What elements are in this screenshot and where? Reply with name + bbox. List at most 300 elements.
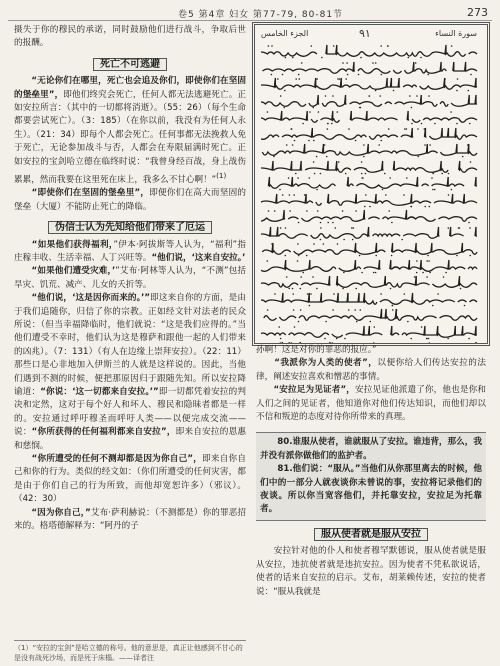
- script-stroke: [261, 210, 477, 221]
- verse-quote: “你所获得的任何福利都来自安拉”，: [31, 427, 176, 438]
- diacritic-dot: [313, 243, 315, 245]
- diacritic-dot: [375, 90, 377, 92]
- diacritic-dot: [327, 128, 329, 130]
- arabic-script-line: [261, 93, 479, 110]
- arabic-script-line: [261, 126, 479, 143]
- diacritic-dot: [467, 144, 469, 146]
- diacritic-dot: [311, 45, 313, 47]
- arabic-script-line: [261, 324, 479, 341]
- diacritic-dot: [286, 276, 288, 278]
- diacritic-dot: [343, 238, 345, 240]
- diacritic-dot: [468, 90, 470, 92]
- diacritic-dot: [288, 288, 290, 290]
- diacritic-dot: [351, 227, 353, 229]
- diacritic-dot: [437, 293, 439, 295]
- diacritic-dot: [292, 144, 294, 146]
- diacritic-dot: [389, 177, 391, 179]
- diacritic-dot: [268, 45, 270, 47]
- diacritic-dot: [289, 194, 291, 196]
- diacritic-dot: [335, 227, 337, 229]
- diacritic-dot: [443, 276, 445, 278]
- diacritic-dot: [365, 172, 367, 174]
- diacritic-dot: [309, 304, 311, 306]
- diacritic-dot: [320, 172, 322, 174]
- script-stroke: [268, 177, 477, 188]
- diacritic-dot: [468, 222, 470, 224]
- verse-quote: “即使你们在坚固的堡垒里”，: [31, 188, 150, 199]
- verse-quote: “他们说，‘这是因你而来的。’”: [31, 293, 150, 304]
- diacritic-dot: [327, 222, 329, 224]
- diacritic-dot: [298, 255, 300, 257]
- diacritic-dot: [388, 128, 390, 130]
- diacritic-dot: [392, 309, 394, 311]
- diacritic-dot: [361, 271, 363, 273]
- diacritic-dot: [369, 205, 371, 207]
- diacritic-dot: [459, 227, 461, 229]
- diacritic-dot: [353, 227, 355, 229]
- diacritic-dot: [292, 57, 294, 59]
- footnote-mark: (1): [216, 171, 227, 181]
- diacritic-dot: [302, 271, 304, 273]
- diacritic-dot: [321, 57, 323, 59]
- section-title: [14, 220, 246, 235]
- diacritic-dot: [426, 337, 428, 339]
- diacritic-dot: [288, 177, 290, 179]
- script-stroke: [263, 62, 477, 73]
- diacritic-dot: [285, 57, 287, 59]
- arabic-script-line: [261, 76, 479, 93]
- diacritic-dot: [404, 293, 406, 295]
- diacritic-dot: [294, 326, 296, 328]
- section-title: [256, 527, 486, 542]
- verse-80: 80.谁服从使者，谁就服从了安拉。谁违背，那么，我并没有派你做他们的监护者。: [260, 437, 482, 461]
- diacritic-dot: [468, 337, 470, 339]
- diacritic-dot: [392, 304, 394, 306]
- diacritic-dot: [365, 194, 367, 196]
- diacritic-dot: [416, 260, 418, 262]
- diacritic-dot: [312, 276, 314, 278]
- diacritic-dot: [308, 139, 310, 141]
- diacritic-dot: [320, 238, 322, 240]
- diacritic-dot: [363, 144, 365, 146]
- diacritic-dot: [290, 128, 292, 130]
- diacritic-dot: [429, 271, 431, 273]
- diacritic-dot: [271, 243, 273, 245]
- diacritic-dot: [359, 106, 361, 108]
- diacritic-dot: [417, 128, 419, 130]
- diacritic-dot: [444, 78, 446, 80]
- diacritic-dot: [388, 210, 390, 212]
- diacritic-dot: [344, 337, 346, 339]
- script-stroke: [262, 144, 477, 155]
- diacritic-dot: [411, 106, 413, 108]
- diacritic-dot: [462, 156, 464, 158]
- verse-quote: “我派你为人类的使者”，: [274, 358, 378, 369]
- diacritic-dot: [278, 326, 280, 328]
- diacritic-dot: [280, 227, 282, 229]
- diacritic-dot: [274, 293, 276, 295]
- diacritic-dot: [282, 194, 284, 196]
- diacritic-dot: [294, 139, 296, 141]
- diacritic-dot: [300, 309, 302, 311]
- commentary-text: 即一切都凭着安拉的判决和定然，这对于每个好人和坏人、穆民和隐昧者都是一样的。安拉通过呼吁穆圣而呼吁人类——以便完成交流——说：: [14, 387, 246, 438]
- diacritic-dot: [422, 271, 424, 273]
- diacritic-dot: [300, 288, 302, 290]
- diacritic-dot: [313, 139, 315, 141]
- diacritic-dot: [403, 194, 405, 196]
- diacritic-dot: [428, 337, 430, 339]
- diacritic-dot: [396, 309, 398, 311]
- commentary-text: 安拉见证他派遣了你，他也是你和人们之间的见证者，他知道你对他们传达知识，而他们却以不信和叛逆的态度对待你所带来的真理。: [256, 385, 486, 423]
- diacritic-dot: [280, 95, 282, 97]
- diacritic-dot: [331, 123, 333, 125]
- diacritic-dot: [356, 321, 358, 323]
- diacritic-dot: [326, 156, 328, 158]
- diacritic-dot: [279, 189, 281, 191]
- diacritic-dot: [445, 271, 447, 273]
- paragraph: [256, 384, 486, 424]
- diacritic-dot: [316, 156, 318, 158]
- paragraph: [14, 265, 246, 292]
- diacritic-dot: [410, 337, 412, 339]
- commentary-text: 即他们终究会死亡，任何人都无法逃避死亡。正如安拉所言：（其中的一切都将消逝）。（55：26）（每个生命都要尝试死亡）。（3：185）（在你以前，我没有为任何人永生）。（21：34）即每个人都会死亡。任何事都无法挽救人免于死亡，无论参加战斗与否，人都会在寿限届满时死亡。正如安拉的宝剑哈立德在临终时说：“我曾身经百战，身上战伤累累，然而我要在这里死在床上，我多么不甘心啊！”: [14, 89, 246, 185]
- commentary-text: ”伊本·阿拔斯等人认为，“福利”指庄稼丰收、生活幸福、人丁兴旺等。: [14, 239, 246, 263]
- diacritic-dot: [421, 123, 423, 125]
- section-title: [14, 57, 246, 72]
- commentary-text: 即来自你自己和你的行为。类似的经文如：（你们所遭受的任何灾害，都是由于你们自己的行为所致，而他却宽恕许多）（邪议）。（42：30）: [14, 454, 246, 505]
- diacritic-dot: [416, 271, 418, 273]
- diacritic-dot: [293, 309, 295, 311]
- diacritic-dot: [380, 293, 382, 295]
- diacritic-dot: [361, 177, 363, 179]
- diacritic-dot: [274, 210, 276, 212]
- diacritic-dot: [391, 222, 393, 224]
- diacritic-dot: [347, 293, 349, 295]
- arabic-script-line: [261, 241, 479, 258]
- diacritic-dot: [346, 62, 348, 64]
- diacritic-dot: [401, 238, 403, 240]
- diacritic-dot: [420, 57, 422, 59]
- paragraph: [14, 187, 246, 214]
- diacritic-dot: [375, 271, 377, 273]
- paragraph: [14, 239, 246, 266]
- diacritic-dot: [280, 337, 282, 339]
- section-title-text: 服从使者就是服从安拉: [314, 528, 428, 541]
- diacritic-dot: [285, 255, 287, 257]
- diacritic-dot: [336, 337, 338, 339]
- diacritic-dot: [426, 260, 428, 262]
- diacritic-dot: [381, 73, 383, 75]
- diacritic-dot: [451, 189, 453, 191]
- diacritic-dot: [406, 128, 408, 130]
- paragraph: 摄失于你的穆民的承诺，同时鼓励他们进行战斗，争取后世的报酬。: [14, 25, 246, 49]
- diacritic-dot: [470, 161, 472, 163]
- diacritic-dot: [298, 321, 300, 323]
- diacritic-dot: [448, 172, 450, 174]
- diacritic-dot: [378, 144, 380, 146]
- diacritic-dot: [391, 255, 393, 257]
- diacritic-dot: [460, 288, 462, 290]
- arabic-script-line: [261, 307, 479, 324]
- diacritic-dot: [284, 90, 286, 92]
- paragraph: 孙啊！这是对你的罪恶的报应。”: [256, 345, 377, 355]
- arabic-script-line: [261, 208, 479, 225]
- page-header: [8, 6, 492, 21]
- diacritic-dot: [354, 309, 356, 311]
- commentary-text: 即便你们在高大而坚固的堡垒（大厦）不能防止死亡的降临。: [14, 188, 246, 212]
- diacritic-dot: [429, 144, 431, 146]
- verse-quote: “无论你们在哪里，死亡也会追及你们，即使你们在坚固的堡垒里”，: [14, 76, 246, 100]
- diacritic-dot: [469, 255, 471, 257]
- diacritic-dot: [337, 111, 339, 113]
- arabic-script-line: [261, 274, 479, 291]
- diacritic-dot: [370, 321, 372, 323]
- section-title-text: 伪信士认为先知给他们带来了厄运: [48, 221, 212, 234]
- diacritic-dot: [298, 222, 300, 224]
- diacritic-dot: [415, 62, 417, 64]
- diacritic-dot: [385, 194, 387, 196]
- diacritic-dot: [380, 45, 382, 47]
- diacritic-dot: [271, 45, 273, 47]
- diacritic-dot: [342, 288, 344, 290]
- diacritic-dot: [434, 123, 436, 125]
- script-stroke: [261, 227, 477, 238]
- diacritic-dot: [355, 210, 357, 212]
- diacritic-dot: [339, 78, 341, 80]
- diacritic-dot: [387, 45, 389, 47]
- diacritic-dot: [337, 78, 339, 80]
- diacritic-dot: [297, 260, 299, 262]
- diacritic-dot: [414, 276, 416, 278]
- diacritic-dot: [390, 288, 392, 290]
- paragraph: [14, 292, 246, 453]
- paragraph: [14, 507, 246, 534]
- diacritic-dot: [380, 139, 382, 141]
- diacritic-dot: [316, 78, 318, 80]
- diacritic-dot: [374, 326, 376, 328]
- diacritic-dot: [411, 123, 413, 125]
- diacritic-dot: [469, 123, 471, 125]
- diacritic-dot: [295, 172, 297, 174]
- diacritic-dot: [302, 123, 304, 125]
- diacritic-dot: [456, 123, 458, 125]
- diacritic-dot: [293, 194, 295, 196]
- diacritic-dot: [432, 172, 434, 174]
- diacritic-dot: [421, 326, 423, 328]
- diacritic-dot: [306, 210, 308, 212]
- diacritic-dot: [277, 78, 279, 80]
- diacritic-dot: [345, 78, 347, 80]
- script-stroke: [261, 194, 477, 205]
- diacritic-dot: [407, 321, 409, 323]
- surah-label: سورة النساء: [435, 29, 477, 38]
- script-stroke: [261, 276, 477, 287]
- verse-quote: “你所遭受的任何不测却都是因为你自己”，: [31, 454, 203, 465]
- script-stroke: [261, 128, 477, 139]
- footnote: （1）“安拉的宝剑”是哈立德的称号。他的意思是，真正让他感到不甘心的是没有战死沙场，而是死于床榻。——译者注: [14, 640, 246, 663]
- diacritic-dot: [332, 222, 334, 224]
- diacritic-dot: [267, 260, 269, 262]
- diacritic-dot: [320, 222, 322, 224]
- diacritic-dot: [457, 78, 459, 80]
- quran-header: [259, 27, 479, 41]
- diacritic-dot: [448, 194, 450, 196]
- diacritic-dot: [352, 238, 354, 240]
- diacritic-dot: [298, 73, 300, 75]
- diacritic-dot: [332, 309, 334, 311]
- diacritic-dot: [359, 255, 361, 257]
- verse-translation: [260, 436, 482, 463]
- arabic-script-line: [261, 159, 479, 176]
- diacritic-dot: [382, 189, 384, 191]
- diacritic-dot: [342, 62, 344, 64]
- arabic-script-line: [261, 175, 479, 192]
- diacritic-dot: [450, 111, 452, 113]
- diacritic-dot: [338, 161, 340, 163]
- diacritic-dot: [348, 128, 350, 130]
- verse-81: 81.他们说：“服从。”当他们从你那里离去的时候，他们中的一部分人就夜谈你未曾说的事，安拉将记录他们的夜谈。所以你当宽容他们，并托靠安拉，安拉足为托靠者。: [260, 464, 482, 515]
- paragraph: [14, 453, 246, 507]
- diacritic-dot: [300, 276, 302, 278]
- diacritic-dot: [369, 95, 371, 97]
- paragraph: [256, 357, 486, 384]
- arabic-script-line: [261, 225, 479, 242]
- diacritic-dot: [434, 189, 436, 191]
- verse-quote: “你说：‘这一切都来自安拉。’”: [40, 387, 159, 398]
- diacritic-dot: [299, 78, 301, 80]
- script-stroke: [261, 260, 477, 271]
- diacritic-dot: [441, 172, 443, 174]
- commentary-text: 即来自安拉的恩惠和慈悯。: [14, 427, 246, 451]
- arabic-script-line: [261, 43, 479, 60]
- commentary-text: 艾布·萨利赫说：（不测都是）你的罪恶招来的。格塔德解释为：“阿丹的子: [14, 507, 246, 532]
- arabic-script-line: [261, 291, 479, 308]
- verse-quote: “如果他们遭受灾难，’: [31, 266, 116, 277]
- diacritic-dot: [323, 243, 325, 245]
- diacritic-dot: [432, 304, 434, 306]
- diacritic-dot: [409, 95, 411, 97]
- diacritic-dot: [406, 177, 408, 179]
- diacritic-dot: [310, 293, 312, 295]
- verse-quote: “他们说，‘这来自安拉。’: [151, 252, 246, 263]
- diacritic-dot: [416, 95, 418, 97]
- diacritic-dot: [297, 177, 299, 179]
- running-header: 卷5 第4章 妇女 第77-79, 80-81节: [178, 10, 344, 20]
- diacritic-dot: [364, 205, 366, 207]
- diacritic-dot: [456, 255, 458, 257]
- diacritic-dot: [343, 271, 345, 273]
- diacritic-dot: [361, 172, 363, 174]
- diacritic-dot: [393, 90, 395, 92]
- script-stroke: [261, 111, 477, 122]
- diacritic-dot: [429, 205, 431, 207]
- diacritic-dot: [292, 293, 294, 295]
- diacritic-dot: [316, 189, 318, 191]
- diacritic-dot: [417, 156, 419, 158]
- diacritic-dot: [306, 255, 308, 257]
- diacritic-dot: [283, 106, 285, 108]
- diacritic-dot: [267, 111, 269, 113]
- diacritic-dot: [408, 57, 410, 59]
- diacritic-dot: [375, 62, 377, 64]
- script-stroke: [262, 243, 477, 254]
- verse-translation: [260, 463, 482, 517]
- arabic-script-line: [261, 109, 479, 126]
- verse-quote: “安拉足为见证者”，: [273, 385, 356, 396]
- diacritic-dot: [324, 144, 326, 146]
- diacritic-dot: [358, 73, 360, 75]
- diacritic-dot: [337, 243, 339, 245]
- commentary-text: ”艾布·阿林等人认为，“不测”包括旱灾、饥荒、减产、儿女的夭折等。: [14, 266, 246, 290]
- paragraph: [256, 545, 486, 599]
- diacritic-dot: [327, 123, 329, 125]
- quran-text-box: [252, 22, 490, 346]
- diacritic-dot: [317, 210, 319, 212]
- diacritic-dot: [325, 321, 327, 323]
- arabic-script-line: [261, 258, 479, 275]
- diacritic-dot: [320, 227, 322, 229]
- diacritic-dot: [309, 177, 311, 179]
- diacritic-dot: [347, 73, 349, 75]
- diacritic-dot: [410, 205, 412, 207]
- diacritic-dot: [342, 210, 344, 212]
- juz-label: الجزء الخامس: [261, 29, 309, 38]
- right-column: [256, 344, 486, 644]
- diacritic-dot: [372, 62, 374, 64]
- diacritic-dot: [333, 45, 335, 47]
- diacritic-dot: [447, 337, 449, 339]
- diacritic-dot: [363, 156, 365, 158]
- diacritic-dot: [314, 172, 316, 174]
- diacritic-dot: [316, 288, 318, 290]
- diacritic-dot: [448, 227, 450, 229]
- arabic-script-lines: [261, 43, 479, 346]
- diacritic-dot: [404, 128, 406, 130]
- script-stroke: [261, 326, 477, 337]
- section-title-text: 死亡不可逃避: [93, 58, 167, 71]
- diacritic-dot: [325, 95, 327, 97]
- left-column: [14, 24, 246, 639]
- commentary-text: 即这来自你的方面，是由于我们追随你，归信了你的宗教。正如经文针对法老的民众所说：（但当幸福降临时，他们就说：“这是我们应得的。”当他们遭受不幸时，他们认为这是穆萨和跟他一起的人们带来的凶兆）。（7：131）（有人在边缘上崇拜安拉）。（22：11）那些口是心非地加入伊斯兰的人就是这样说的。因此，当他们遇到不测的时候，便把那原因归于跟随先知。所以安拉降谕道：: [14, 293, 246, 398]
- diacritic-dot: [470, 73, 472, 75]
- diacritic-dot: [424, 144, 426, 146]
- diacritic-dot: [361, 161, 363, 163]
- diacritic-dot: [355, 288, 357, 290]
- diacritic-dot: [286, 144, 288, 146]
- diacritic-dot: [268, 210, 270, 212]
- quran-page-number: ٩١: [359, 27, 371, 40]
- diacritic-dot: [313, 106, 315, 108]
- commentary-text: 安拉针对他的仆人和使者穆罕默德说，服从使者就是服从安拉，违抗使者就是违抗安拉。因为使者不凭私欲说话，使者的话来自安拉的启示。艾布，胡莱赖传述，安拉的使者说：“服从我就是: [256, 546, 486, 597]
- diacritic-dot: [333, 293, 335, 295]
- diacritic-dot: [282, 73, 284, 75]
- diacritic-dot: [427, 255, 429, 257]
- diacritic-dot: [271, 73, 273, 75]
- diacritic-dot: [424, 128, 426, 130]
- diacritic-dot: [304, 194, 306, 196]
- diacritic-dot: [313, 161, 315, 163]
- diacritic-dot: [428, 260, 430, 262]
- diacritic-dot: [267, 309, 269, 311]
- diacritic-dot: [292, 288, 294, 290]
- diacritic-dot: [379, 95, 381, 97]
- diacritic-dot: [332, 95, 334, 97]
- arabic-script-line: [261, 192, 479, 209]
- diacritic-dot: [318, 111, 320, 113]
- diacritic-dot: [456, 90, 458, 92]
- diacritic-dot: [355, 139, 357, 141]
- page-number: 273: [467, 6, 488, 19]
